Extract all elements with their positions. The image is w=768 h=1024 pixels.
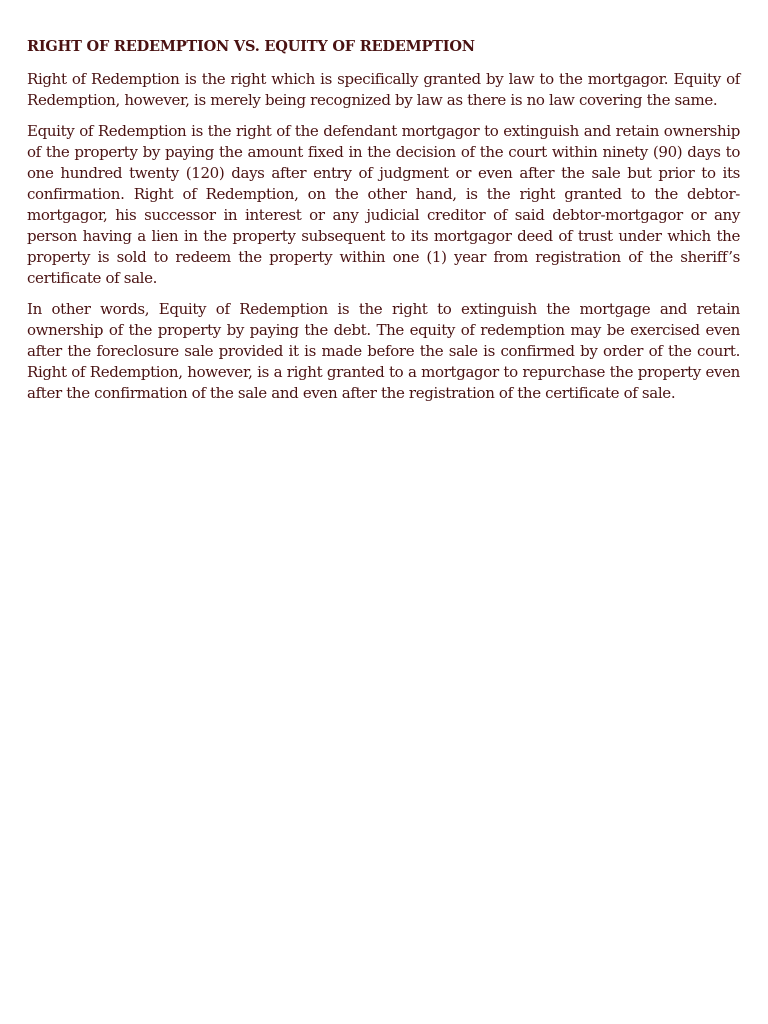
document-page [27,36,740,414]
paragraph-summary: In other words, Equity of Redemption is the right to extinguish the mortgage and retain ownership of the property by paying the debt. The equity of redemption may be exercised even after the foreclosure sale provided it is made before the sale is confirmed by order of the court. Right of Redemption, however, is a right granted to a mortgagor to repurchase the property even after the confirmation of the sale and even after the registration of the certificate of sale. [27,300,740,402]
paragraph-definition: Right of Redemption is the right which is specifically granted by law to the mortgagor. Equity of Redemption, however, is merely being recognized by law as there is no law covering the same. [27,70,740,109]
paragraph-equity-vs-right: Equity of Redemption is the right of the defendant mortgagor to extinguish and retain ownership of the property by paying the amount fixed in the decision of the court within ninety (90) days to one hundred twenty (120) days after entry of judgment or even after the sale but prior to its confirmation. Right of Redemption, on the other hand, is the right granted to the debtor-mortgagor, his successor in interest or any judicial creditor of said debtor-mortgagor or any person having a lien in the property subsequent to its mortgagor deed of trust under which the property is sold to redeem the property within one (1) year from registration of the sheriff’s certificate of sale. [27,122,740,287]
document-title: RIGHT OF REDEMPTION VS. EQUITY OF REDEMPTION [27,38,475,55]
